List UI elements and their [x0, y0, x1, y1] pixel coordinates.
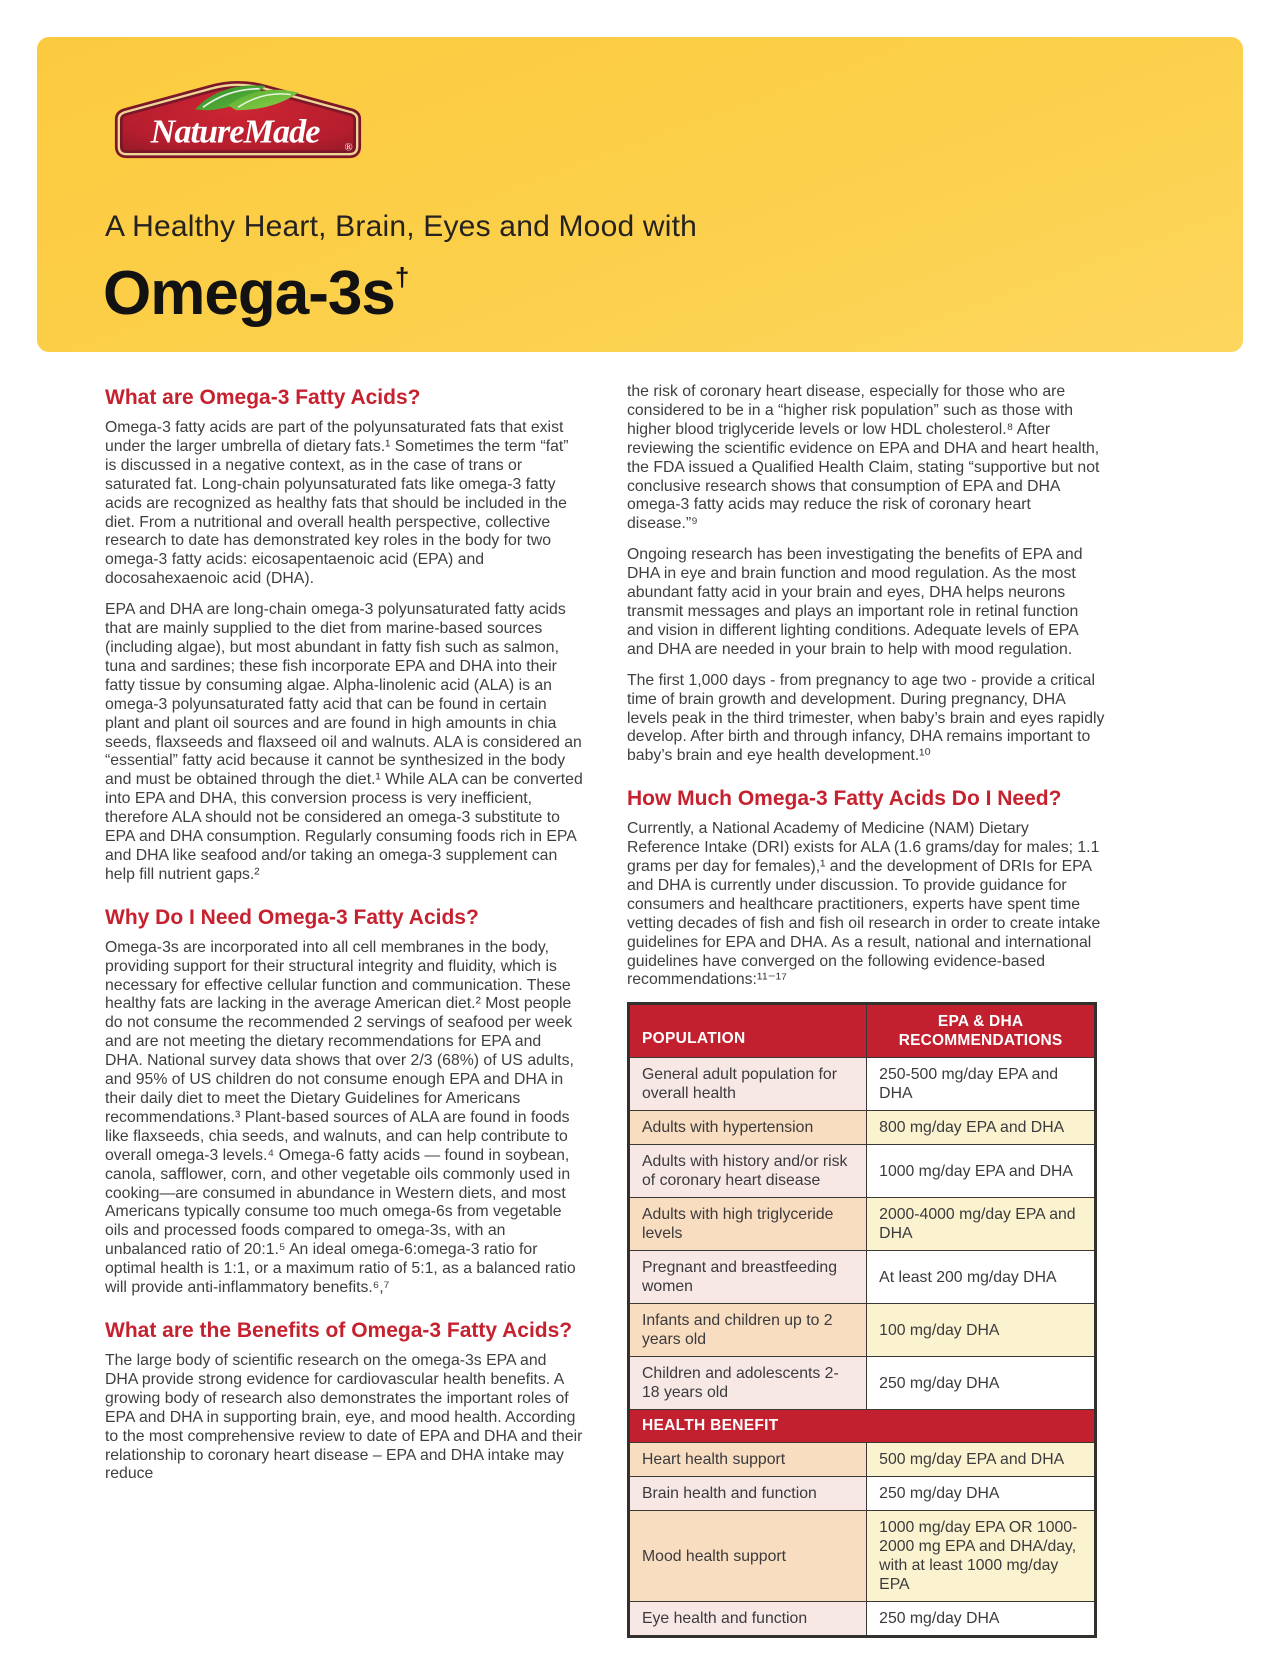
hero-title — [103, 244, 408, 327]
recommendation-cell: At least 200 mg/day DHA — [867, 1251, 1096, 1304]
recommendation-cell: 100 mg/day DHA — [867, 1304, 1096, 1357]
population-cell: Infants and children up to 2 years old — [629, 1304, 867, 1357]
table-subheader-row — [629, 1410, 1096, 1443]
benefit-cell: Mood health support — [629, 1511, 867, 1602]
recommendation-cell: 500 mg/day EPA and DHA — [867, 1443, 1096, 1477]
population-cell: Adults with hypertension — [629, 1111, 867, 1145]
benefit-cell: Brain health and function — [629, 1477, 867, 1511]
population-cell: Adults with history and/or risk of coronary heart disease — [629, 1145, 867, 1198]
recommendations-table — [627, 1002, 1097, 1638]
table-row — [629, 1145, 1096, 1198]
population-cell: Children and adolescents 2-18 years old — [629, 1357, 867, 1410]
paragraph: Currently, a National Academy of Medicine (NAM) Dietary Reference Intake (DRI) exists for ALA (1.6 grams/day for males; 1.1 grams per day for females),¹ and the development of DRIs for EPA and DHA is currently under discussion. To provide guidance for consumers and healthcare practitioners, experts have spent time vetting decades of fish and fish oil research in order to create intake guidelines for EPA and DHA. As a result, national and international guidelines have converged on the following evidence-based recommendations:¹¹⁻¹⁷ — [627, 820, 1101, 989]
paragraph: Omega-3s are incorporated into all cell membranes in the body, providing support for their structural integrity and fluidity, which is necessary for effective cellular function and communication. These healthy fats are lacking in the average American diet.² Most people do not consume the recommended 2 servings of seafood per week and are not meeting the dietary recommendations for EPA and DHA. National survey data shows that over 2/3 (68%) of US adults, and 95% of US children do not consume enough EPA and DHA in their daily diet to meet the Dietary Guidelines for Americans recommendations.³ Plant-based sources of ALA are found in foods like flaxseeds, chia seeds, and walnuts, and can help contribute to overall omega-3 levels.⁴ Omega-6 fatty acids — found in soybean, canola, safflower, corn, and other vegetable oils commonly used in cooking—are consumed in abundance in Western diets, and most Americans typically consume too much omega-6s from vegetable oils and processed foods compared to omega-3s, with an unbalanced ratio of 20:1.⁵ An ideal omega-6:omega-3 ratio for optimal health is 1:1, or a maximum ratio of 5:1, as a balanced ratio will provide anti-inflammatory benefits.⁶,⁷ — [105, 938, 576, 1297]
paragraph: The large body of scientific research on the omega-3s EPA and DHA provide strong evidence for cardiovascular health benefits. A growing body of research also demonstrates the important roles of EPA and DHA in supporting brain, eye, and mood health. According to the most comprehensive review to date of EPA and DHA and their relationship to coronary heart disease – EPA and DHA intake may reduce — [105, 1351, 583, 1483]
section-heading-how-much-omega3: How Much Omega-3 Fatty Acids Do I Need? — [627, 787, 1062, 811]
table-row — [629, 1511, 1096, 1602]
paragraph: Omega-3 fatty acids are part of the polyunsaturated fats that exist under the larger umbrella of dietary fats.¹ Sometimes the term “fat” is discussed in a negative context, as in the case of trans or saturated fat. Long-chain polyunsaturated fats like omega-3 fatty acids are recognized as healthy fats that should be included in the diet. From a nutritional and overall health perspective, collective research to date has demonstrated key roles in the body for two omega-3 fatty acids: eicosapentaenoic acid (EPA) and docosahexaenoic acid (DHA). — [105, 419, 569, 588]
hero-title-text: Omega-3s — [103, 259, 395, 328]
two-column-body — [105, 383, 1105, 1638]
recommendation-cell: 1000 mg/day EPA and DHA — [867, 1145, 1096, 1198]
hero-subtitle: A Healthy Heart, Brain, Eyes and Mood with — [105, 210, 698, 243]
paragraph: The first 1,000 days - from pregnancy to age two - provide a critical time of brain growth and development. During pregnancy, DHA levels peak in the third trimester, when baby’s brain and eyes rapidly develop. After birth and through infancy, DHA remains important to baby’s brain and eye health development.¹⁰ — [627, 671, 1105, 765]
recommendation-cell: 250-500 mg/day EPA and DHA — [867, 1058, 1096, 1111]
table-row — [629, 1443, 1096, 1477]
logo-wordmark: NatureMade — [150, 113, 320, 151]
population-cell: General adult population for overall health — [629, 1058, 867, 1111]
table-header-population: POPULATION — [629, 1004, 867, 1058]
section-heading-why-need-omega3: Why Do I Need Omega-3 Fatty Acids? — [105, 905, 479, 929]
section-heading-benefits-omega3: What are the Benefits of Omega-3 Fatty Acids? — [105, 1318, 573, 1342]
recommendation-cell: 250 mg/day DHA — [867, 1477, 1096, 1511]
table-row — [629, 1198, 1096, 1251]
recommendation-cell: 1000 mg/day EPA OR 1000-2000 mg EPA and DHA/day, with at least 1000 mg/day EPA — [867, 1511, 1096, 1602]
recommendation-cell: 2000-4000 mg/day EPA and DHA — [867, 1198, 1096, 1251]
recommendation-cell: 800 mg/day EPA and DHA — [867, 1111, 1096, 1145]
table-row — [629, 1058, 1096, 1111]
left-column — [105, 383, 583, 1638]
table-row — [629, 1602, 1096, 1637]
population-cell: Pregnant and breastfeeding women — [629, 1251, 867, 1304]
logo-registered-mark: ® — [344, 141, 353, 154]
table-subheader-health-benefit: HEALTH BENEFIT — [629, 1410, 1096, 1443]
table-row — [629, 1251, 1096, 1304]
table-row — [629, 1477, 1096, 1511]
population-cell: Adults with high triglyceride levels — [629, 1198, 867, 1251]
hero-banner — [37, 37, 1243, 352]
section-heading-what-are-omega3: What are Omega-3 Fatty Acids? — [105, 386, 421, 409]
table-row — [629, 1111, 1096, 1145]
table-row — [629, 1304, 1096, 1357]
paragraph: Ongoing research has been investigating the benefits of EPA and DHA in eye and brain function and mood regulation. As the most abundant fatty acid in your brain and eyes, DHA helps neurons transmit messages and plays an important role in retinal function and vision in different lighting conditions. Adequate levels of EPA and DHA are needed in your brain to help with mood regulation. — [627, 546, 1083, 658]
paragraph: EPA and DHA are long-chain omega-3 polyunsaturated fatty acids that are mainly supplied to the diet from marine-based sources (including algae), but most abundant in fatty fish such as salmon, tuna and sardines; these fish incorporate EPA and DHA into their fatty tissue by consuming algae. Alpha-linolenic acid (ALA) is an omega-3 polyunsaturated fatty acid that can be found in certain plant and plant oil sources and are found in high amounts in chia seeds, flaxseeds and flaxseed oil and walnuts. ALA is considered an “essential” fatty acid because it cannot be synthesized in the body and must be obtained through the diet.¹ While ALA can be converted into EPA and DHA, this conversion process is very inefficient, therefore ALA should not be considered an omega-3 substitute to EPA and DHA consumption. Regularly consuming foods rich in EPA and DHA like seafood and/or taking an omega-3 supplement can help fill nutrient gaps.² — [105, 601, 583, 883]
benefit-cell: Heart health support — [629, 1443, 867, 1477]
table-header-row — [629, 1004, 1096, 1058]
recommendation-cell: 250 mg/day DHA — [867, 1602, 1096, 1637]
recommendation-cell: 250 mg/day DHA — [867, 1357, 1096, 1410]
right-column — [627, 383, 1105, 1638]
paragraph: the risk of coronary heart disease, especially for those who are considered to be in a “higher risk population” such as those with higher blood triglyceride levels or low HDL cholesterol.⁸ After reviewing the scientific evidence on EPA and DHA and heart health, the FDA issued a Qualified Health Claim, stating “supportive but not conclusive research shows that consumption of EPA and DHA omega-3 fatty acids may reduce the risk of coronary heart disease.”⁹ — [627, 383, 1100, 533]
nature-made-logo — [111, 79, 365, 163]
table-header-recommendations: EPA & DHA RECOMMENDATIONS — [867, 1004, 1096, 1058]
hero-title-dagger: † — [394, 262, 409, 292]
benefit-cell: Eye health and function — [629, 1602, 867, 1637]
table-row — [629, 1357, 1096, 1410]
